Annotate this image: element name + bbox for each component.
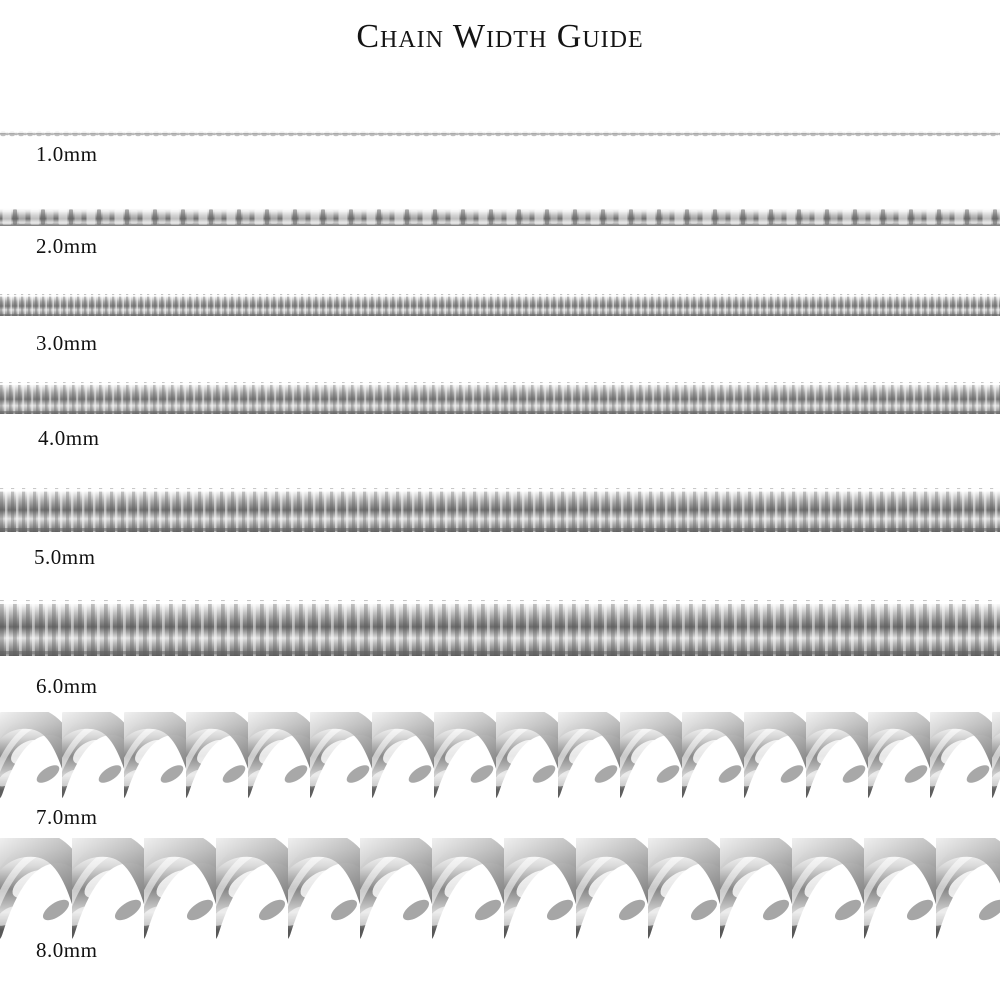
chain-swatch-2	[0, 202, 1000, 232]
chain-swatch-5	[0, 482, 1000, 540]
page-title: Chain Width Guide	[356, 18, 644, 55]
chain-swatch-6	[0, 594, 1000, 666]
chain-swatch-4	[0, 376, 1000, 420]
chain-label-7: 7.0mm	[36, 805, 98, 829]
chain-label-5: 5.0mm	[34, 545, 96, 569]
chain-label-6: 6.0mm	[36, 674, 98, 698]
chain-label-3: 3.0mm	[36, 331, 98, 355]
chain-label-1: 1.0mm	[36, 142, 98, 166]
chain-swatch-1	[0, 126, 1000, 142]
chain-swatch-3	[0, 288, 1000, 322]
chain-swatch-7	[0, 712, 1000, 804]
chain-label-4: 4.0mm	[38, 426, 100, 450]
chain-label-2: 2.0mm	[36, 234, 98, 258]
chain-swatch-8	[0, 838, 1000, 944]
chain-label-8: 8.0mm	[36, 938, 98, 962]
